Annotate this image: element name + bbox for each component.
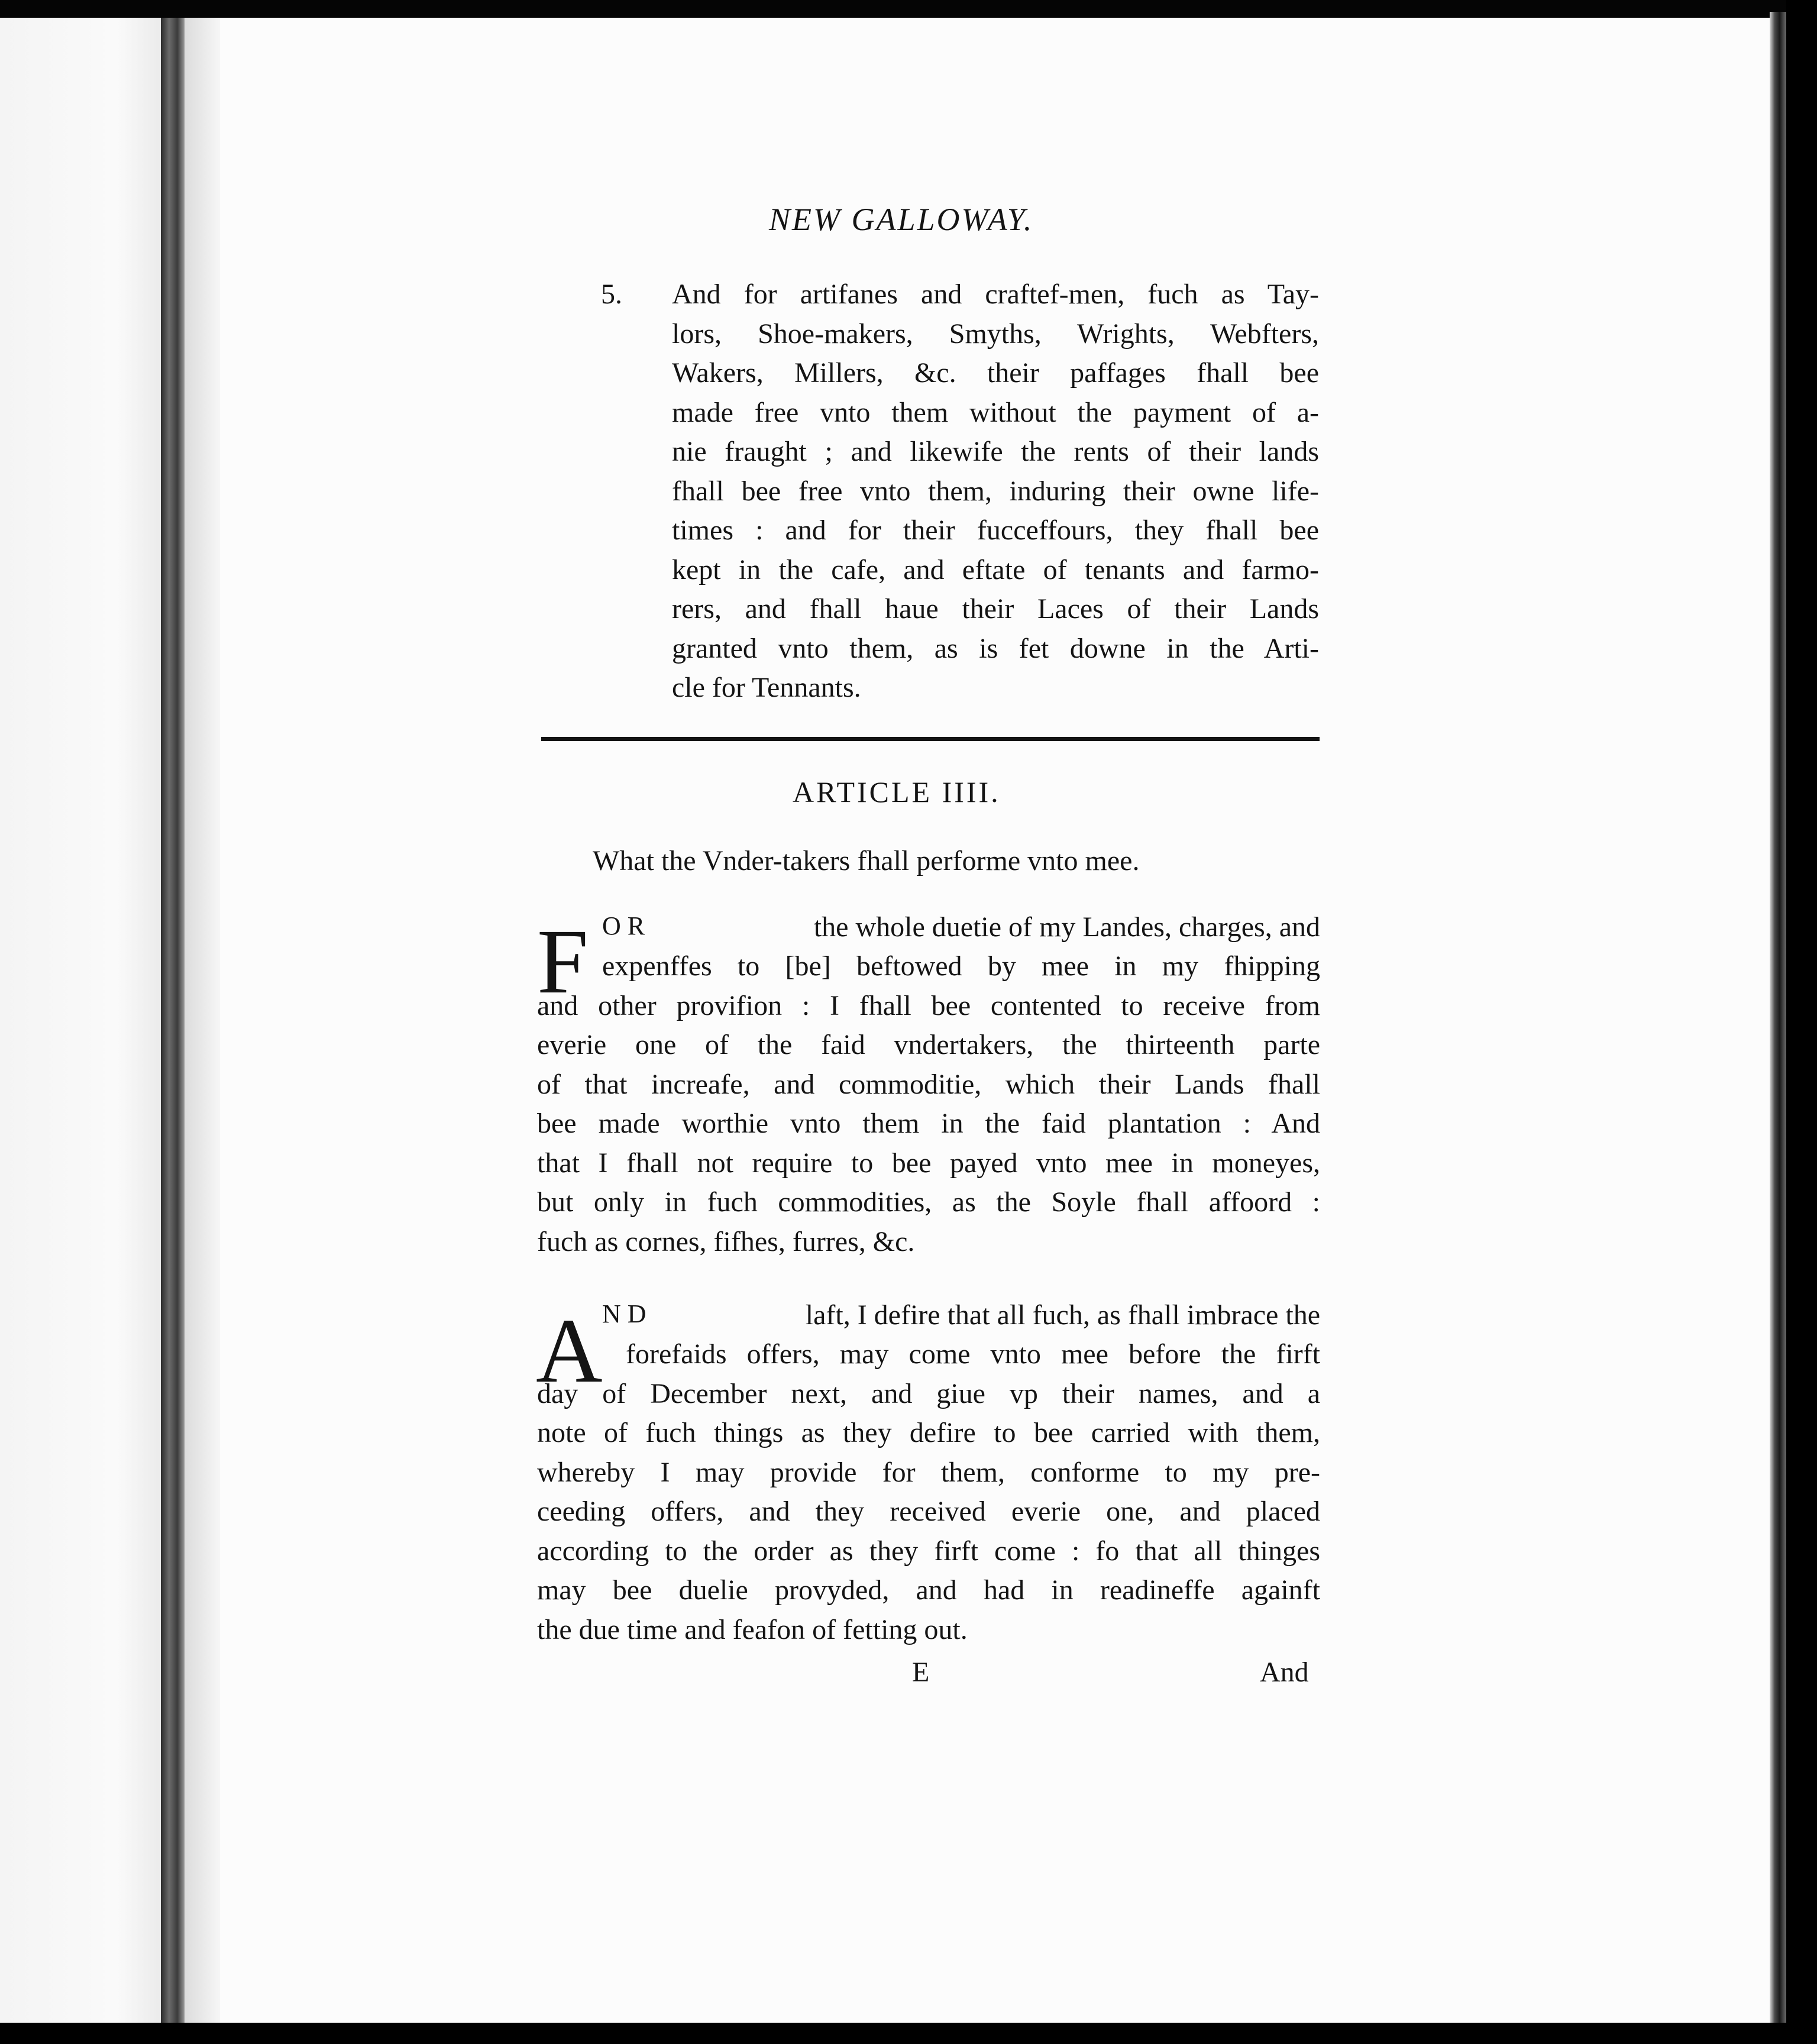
paragraph1-line: and other provifion : I fhall bee contented to receive from bbox=[537, 989, 1320, 1021]
paragraph2-dropcap: A bbox=[536, 1299, 603, 1402]
paragraph1-line: but only in fuch commodities, as the Soyle fhall affoord : bbox=[537, 1186, 1320, 1218]
section-rule bbox=[541, 737, 1320, 741]
paragraph2-line: forefaids offers, may come vnto mee before the firft bbox=[626, 1338, 1320, 1370]
signature-mark: E bbox=[912, 1657, 930, 1688]
item-line: made free vnto them without the payment of a- bbox=[672, 396, 1319, 428]
item-line: Wakers, Millers, &c. their paffages fhall bee bbox=[672, 357, 1319, 389]
article-subheading: What the Vnder-takers fhall performe vnto mee. bbox=[593, 845, 1140, 877]
gutter-shadow bbox=[185, 18, 220, 2023]
item-line: lors, Shoe-makers, Smyths, Wrights, Webfters, bbox=[672, 318, 1319, 350]
paragraph1-line: bee made worthie vnto them in the faid plantation : And bbox=[537, 1108, 1320, 1139]
paragraph1-line: expenffes to [be] beftowed by mee in my fhipping bbox=[602, 950, 1320, 982]
running-head: NEW GALLOWAY. bbox=[769, 202, 1034, 237]
scan-border-bottom bbox=[0, 2023, 1817, 2044]
item-line: granted vnto them, as is fet downe in the Arti- bbox=[672, 632, 1319, 664]
paragraph2-line: note of fuch things as they defire to bee carried with them, bbox=[537, 1417, 1320, 1448]
item-number: 5. bbox=[601, 279, 622, 310]
paragraph1-dropcap: F bbox=[537, 910, 589, 1013]
scan-border-right bbox=[1786, 0, 1817, 2044]
paragraph2-line: may bee duelie provyded, and had in readineffe againft bbox=[537, 1574, 1320, 1606]
paragraph2-line: ceeding offers, and they received everie one, and placed bbox=[537, 1496, 1320, 1527]
paragraph1-lead: O R bbox=[602, 911, 645, 940]
paragraph2-line: according to the order as they firft come : fo that all thinges bbox=[537, 1535, 1320, 1567]
scan-border-top bbox=[0, 0, 1817, 18]
paragraph2-first-line-rest: laft, I defire that all fuch, as fhall imbrace the bbox=[805, 1299, 1320, 1331]
paragraph2-line: the due time and feafon of fetting out. bbox=[537, 1613, 968, 1645]
item-line: rers, and fhall haue their Laces of their Lands bbox=[672, 593, 1319, 625]
paragraph2-line: whereby I may provide for them, conforme to my pre- bbox=[537, 1456, 1320, 1488]
catchword: And bbox=[1260, 1657, 1309, 1688]
item-line: kept in the cafe, and eftate of tenants and farmo- bbox=[672, 554, 1319, 586]
paragraph2-lead: N D bbox=[602, 1299, 646, 1328]
page-right-edge bbox=[1770, 12, 1786, 2023]
paragraph1-first-line-rest: the whole duetie of my Landes, charges, and bbox=[813, 911, 1320, 943]
article-heading: ARTICLE IIII. bbox=[793, 775, 1001, 808]
paragraph1-first-line bbox=[602, 911, 1320, 943]
item-line: And for artifanes and craftef-men, fuch as Tay- bbox=[672, 279, 1319, 310]
paragraph1-line: of that increafe, and commoditie, which their Lands fhall bbox=[537, 1068, 1320, 1100]
paragraph2-first-line bbox=[602, 1299, 1320, 1331]
facing-page-edge bbox=[0, 18, 167, 2023]
item-line: nie fraught ; and likewife the rents of their lands bbox=[672, 436, 1319, 467]
paragraph1-line: that I fhall not require to bee payed vnto mee in moneyes, bbox=[537, 1147, 1320, 1179]
item-line: fhall bee free vnto them, induring their owne life- bbox=[672, 475, 1319, 507]
paragraph1-line: fuch as cornes, fifhes, furres, &c. bbox=[537, 1225, 915, 1257]
item-line: cle for Tennants. bbox=[672, 672, 861, 703]
book-gutter bbox=[161, 18, 185, 2023]
paragraph1-line: everie one of the faid vndertakers, the thirteenth parte bbox=[537, 1029, 1320, 1060]
paragraph2-line: day of December next, and giue vp their names, and a bbox=[537, 1377, 1320, 1409]
item-line: times : and for their fucceffours, they fhall bee bbox=[672, 515, 1319, 546]
